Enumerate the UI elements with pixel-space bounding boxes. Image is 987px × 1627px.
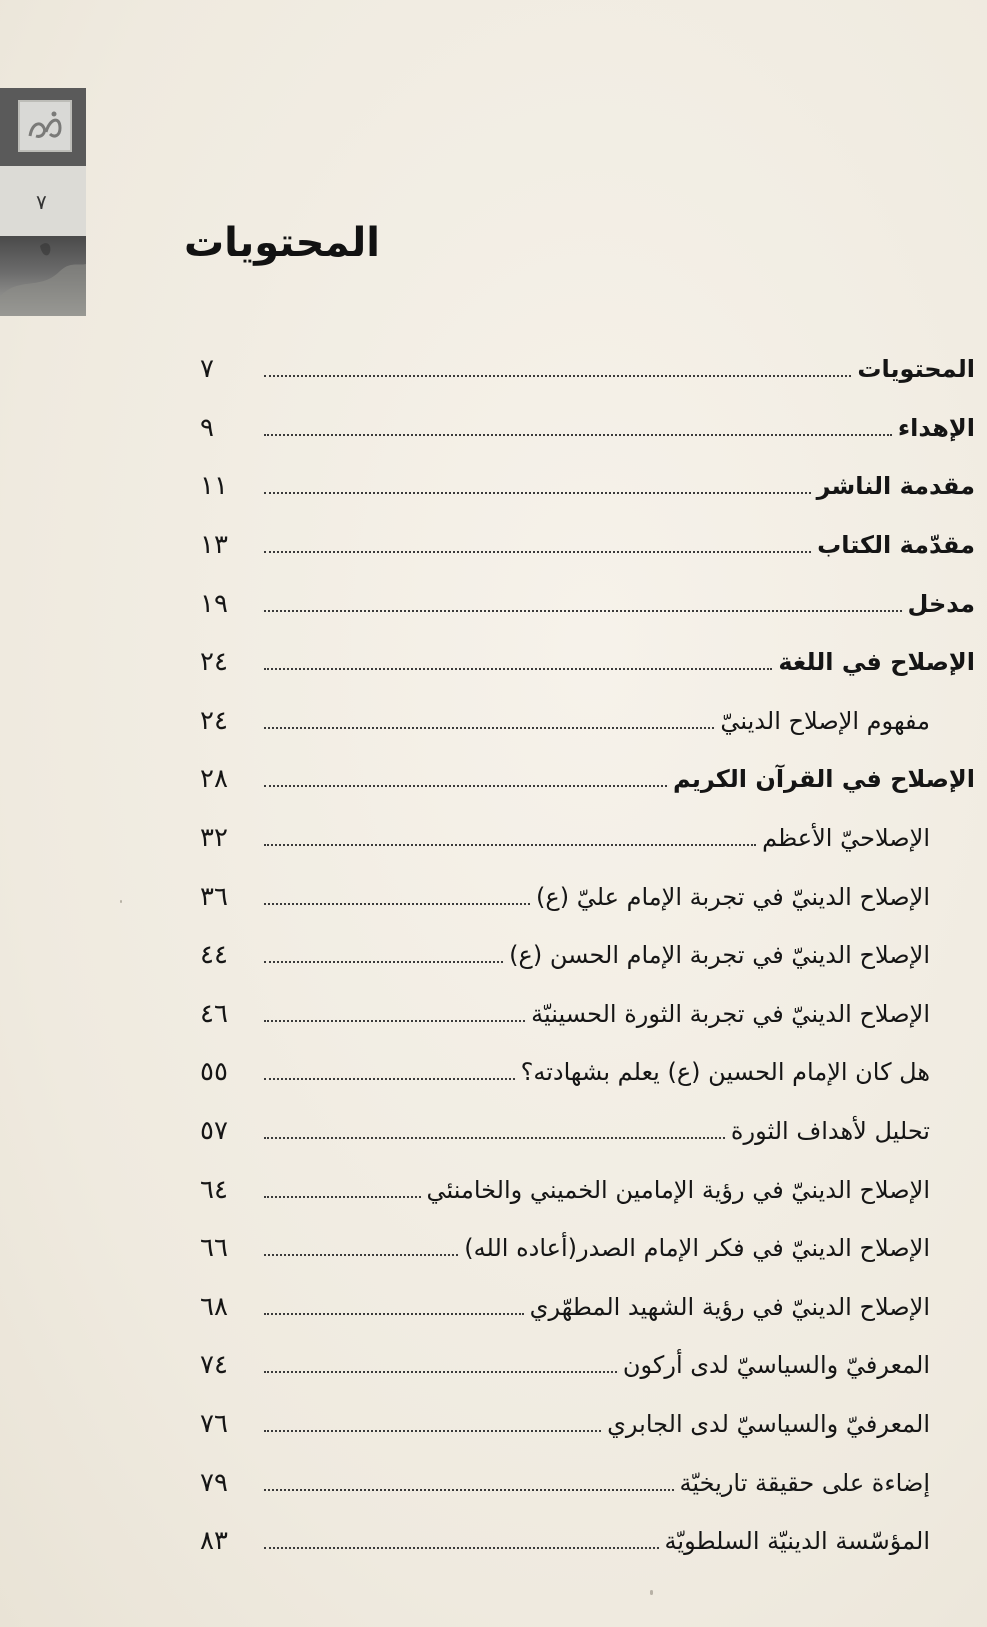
toc-entry[interactable] (200, 633, 975, 692)
toc-entry-page-number: ٧٤ (200, 1350, 228, 1381)
toc-entry-page-number: ٤٦ (200, 998, 228, 1029)
toc-entry[interactable] (200, 574, 975, 633)
toc-entry[interactable] (200, 867, 975, 926)
toc-entry-page-number: ٧٩ (200, 1467, 228, 1498)
toc-dot-leader (264, 668, 772, 670)
toc-entry-title: هل كان الإمام الحسين (ع) يعلم بشهادته؟ (520, 1058, 930, 1087)
toc-dot-leader (264, 610, 902, 612)
toc-entry[interactable] (200, 1453, 975, 1512)
chapter-side-tab (0, 88, 86, 316)
toc-entry-title: الإصلاح الدينيّ في فكر الإمام الصدر(أعاده الله) (464, 1234, 930, 1263)
toc-entry-title: الإصلاح في القرآن الكريم (673, 765, 975, 794)
toc-entry-page-number: ٦٤ (200, 1174, 228, 1205)
toc-dot-leader (264, 903, 530, 905)
toc-entry-title: مقدمة الناشر (816, 472, 975, 501)
toc-entry-page-number: ٦٨ (200, 1291, 228, 1322)
toc-entry-title: الإصلاح الدينيّ في تجربة الثورة الحسينيّة (531, 999, 930, 1028)
side-tab-image-band (0, 236, 86, 316)
toc-entry-page-number: ٦٦ (200, 1233, 228, 1264)
toc-entry-title: المعرفيّ والسياسيّ لدى الجابري (607, 1409, 930, 1438)
toc-entry[interactable] (200, 457, 975, 516)
paper-speck (650, 1590, 653, 1595)
toc-dot-leader (264, 434, 892, 436)
toc-dot-leader (264, 727, 714, 729)
toc-entry-title: المعرفيّ والسياسيّ لدى أركون (622, 1351, 930, 1380)
toc-entry-title: المؤسّسة الدينيّة السلطويّة (664, 1527, 930, 1556)
toc-dot-leader (264, 375, 851, 377)
toc-entry[interactable] (200, 985, 975, 1044)
page-title: المحتويات (183, 220, 380, 266)
toc-dot-leader (264, 1489, 674, 1491)
toc-entry-page-number: ٣٦ (200, 881, 228, 912)
toc-entry-title: الإهداء (897, 413, 975, 442)
toc-entry-page-number: ٧ (200, 354, 214, 385)
toc-entry[interactable] (200, 516, 975, 575)
side-tab-page-number: ٧ (36, 190, 47, 214)
toc-entry[interactable] (200, 399, 975, 458)
toc-entry[interactable] (200, 1336, 975, 1395)
toc-entry-page-number: ٥٧ (200, 1116, 228, 1147)
side-tab-top-band (0, 88, 86, 166)
toc-entry-title: المحتويات (857, 355, 975, 384)
toc-entry-title: الإصلاح في اللغة (778, 648, 975, 677)
toc-entry-page-number: ٨٣ (200, 1526, 228, 1557)
toc-entry-page-number: ٤٤ (200, 940, 228, 971)
toc-entry-title: مفهوم الإصلاح الدينيّ (720, 706, 930, 735)
toc-entry-title: مدخل (907, 589, 975, 618)
toc-dot-leader (264, 1078, 515, 1080)
toc-dot-leader (264, 492, 811, 494)
toc-entry-page-number: ٢٨ (200, 764, 228, 795)
toc-dot-leader (264, 1196, 421, 1198)
toc-entry[interactable] (200, 1160, 975, 1219)
toc-dot-leader (264, 1430, 601, 1432)
toc-entry[interactable] (200, 1102, 975, 1161)
toc-entry-page-number: ٢٤ (200, 647, 228, 678)
paper-speck (120, 900, 122, 903)
toc-entry-page-number: ٧٦ (200, 1408, 228, 1439)
toc-entry-title: تحليل لأهداف الثورة (730, 1117, 930, 1146)
toc-entry[interactable] (200, 1043, 975, 1102)
toc-entry-title: الإصلاح الدينيّ في رؤية الإمامين الخميني والخامنئي (426, 1175, 930, 1204)
toc-dot-leader (264, 961, 503, 963)
toc-entry-page-number: ٥٥ (200, 1057, 228, 1088)
toc-dot-leader (264, 1547, 659, 1549)
toc-dot-leader (264, 1254, 458, 1256)
toc-entry[interactable] (200, 692, 975, 751)
toc-dot-leader (264, 785, 667, 787)
toc-entry-title: الإصلاح الدينيّ في تجربة الإمام الحسن (ع) (509, 941, 930, 970)
toc-entry-title: الإصلاح الدينيّ في تجربة الإمام عليّ (ع) (536, 882, 930, 911)
toc-entry[interactable] (200, 750, 975, 809)
toc-entry-title: إضاءة على حقيقة تاريخيّة (679, 1468, 930, 1497)
toc-entry-page-number: ١١ (200, 471, 228, 502)
toc-dot-leader (264, 1020, 525, 1022)
table-of-contents (200, 340, 975, 1570)
toc-entry-page-number: ٣٢ (200, 823, 228, 854)
toc-dot-leader (264, 1137, 725, 1139)
toc-entry[interactable] (200, 809, 975, 868)
publisher-logo-icon (18, 100, 72, 152)
toc-entry[interactable] (200, 926, 975, 985)
toc-entry[interactable] (200, 340, 975, 399)
toc-entry[interactable] (200, 1219, 975, 1278)
toc-dot-leader (264, 844, 756, 846)
toc-dot-leader (264, 1371, 617, 1373)
toc-dot-leader (264, 1313, 524, 1315)
toc-entry-page-number: ١٣ (200, 530, 228, 561)
toc-entry[interactable] (200, 1278, 975, 1337)
toc-dot-leader (264, 551, 811, 553)
toc-entry-page-number: ٩ (200, 412, 214, 443)
toc-entry-title: الإصلاحيّ الأعظم (762, 824, 930, 853)
toc-entry-page-number: ١٩ (200, 588, 228, 619)
toc-entry[interactable] (200, 1395, 975, 1454)
toc-entry-title: الإصلاح الدينيّ في رؤية الشهيد المطهّري (529, 1292, 930, 1321)
toc-entry-page-number: ٢٤ (200, 705, 228, 736)
toc-entry-title: مقدّمة الكتاب (817, 531, 975, 560)
toc-entry[interactable] (200, 1512, 975, 1571)
